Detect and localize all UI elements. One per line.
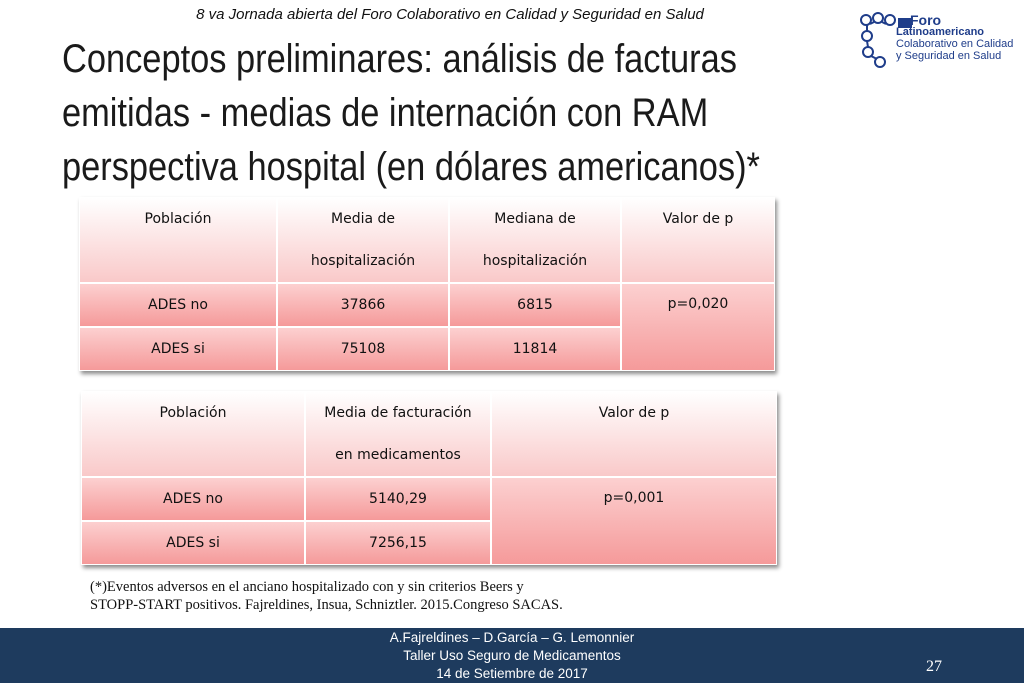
- table-row: [79, 283, 775, 327]
- footer-authors: A.Fajreldines – D.García – G. Lemonnier: [389, 630, 635, 645]
- table-header-row: [79, 197, 775, 283]
- table-cell: 7256,15: [305, 521, 491, 565]
- table-header-row: [81, 391, 777, 477]
- hospitalization-table: [79, 197, 775, 371]
- table-cell: ADES no: [81, 477, 305, 521]
- header-cell: Población: [79, 197, 277, 283]
- table-cell: 11814: [449, 327, 621, 371]
- table-cell: ADES no: [79, 283, 277, 327]
- header-cell: Media de hospitalización: [277, 197, 449, 283]
- title-line-1: Conceptos preliminares: análisis de facturas: [62, 37, 737, 81]
- footer-text: [0, 629, 1024, 683]
- table-cell: ADES si: [79, 327, 277, 371]
- slide-title: [62, 32, 760, 194]
- footer-date: 14 de Setiembre de 2017: [436, 666, 588, 681]
- table-cell: 37866: [277, 283, 449, 327]
- logo-line-4: y Seguridad en Salud: [896, 50, 1002, 62]
- foro-logo: [858, 12, 1018, 72]
- header-cell: Población: [81, 391, 305, 477]
- footer-bar: [0, 628, 1024, 683]
- title-line-3: perspectiva hospital (en dólares americanos)*: [62, 145, 760, 189]
- billing-table: [81, 391, 777, 565]
- footnote-line-2: STOPP-START positivos. Fajreldines, Insua, Schniztler. 2015.Congreso SACAS.: [90, 597, 563, 613]
- logo-line-3: Colaborativo en Calidad: [896, 38, 1014, 50]
- conference-header: 8 va Jornada abierta del Foro Colaborativo en Calidad y Seguridad en Salud: [196, 6, 704, 23]
- table-cell: 5140,29: [305, 477, 491, 521]
- p-value-cell: p=0,020: [621, 283, 775, 371]
- header-cell: Valor de p: [621, 197, 775, 283]
- footnote: [90, 578, 630, 614]
- logo-line-1: Foro: [910, 12, 942, 28]
- table-cell: 75108: [277, 327, 449, 371]
- header-cell: Media de facturación en medicamentos: [305, 391, 491, 477]
- table-cell: ADES si: [81, 521, 305, 565]
- table-cell: 6815: [449, 283, 621, 327]
- page-number: 27: [926, 658, 942, 675]
- p-value-cell: p=0,001: [491, 477, 777, 565]
- title-line-2: emitidas - medias de internación con RAM: [62, 91, 709, 135]
- header-cell: Mediana de hospitalización: [449, 197, 621, 283]
- header-cell: Valor de p: [491, 391, 777, 477]
- footer-course: Taller Uso Seguro de Medicamentos: [403, 648, 621, 663]
- logo-line-2: Latinoamericano: [896, 26, 985, 38]
- table-row: [81, 477, 777, 521]
- footnote-line-1: (*)Eventos adversos en el anciano hospitalizado con y sin criterios Beers y: [90, 579, 524, 595]
